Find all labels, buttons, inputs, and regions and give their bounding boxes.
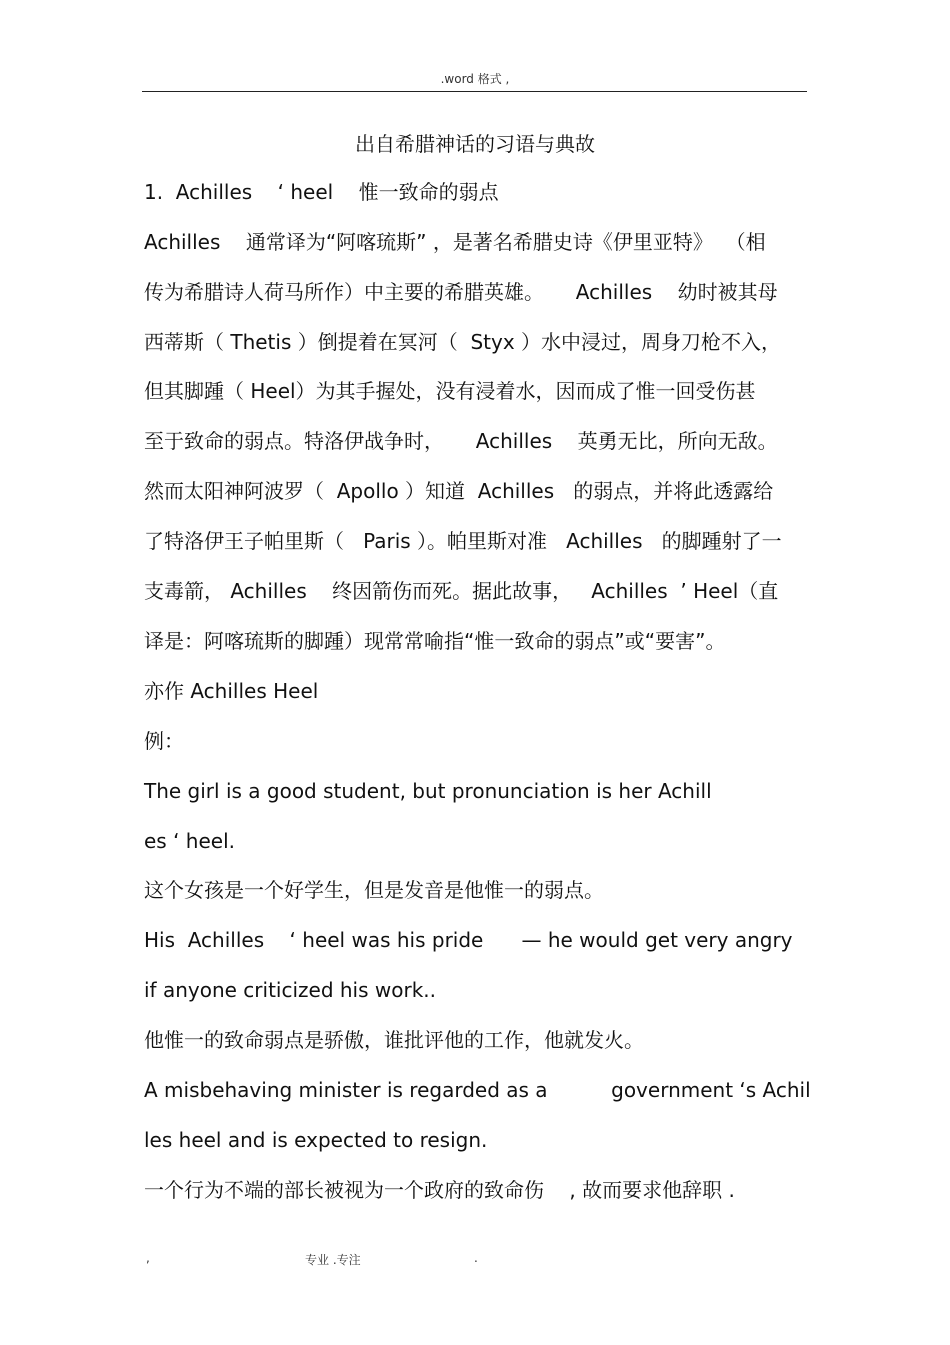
- page-header: .word 格式 ,: [440, 72, 510, 86]
- text-line: The girl is a good student, but pronunciation is her Achill: [144, 779, 712, 803]
- text-line: 支毒箭， Achilles 终因箭伤而死。据此故事， Achilles ’ Heel（直: [144, 579, 779, 603]
- text-line: 这个女孩是一个好学生，但是发音是他惟一的弱点。: [144, 878, 604, 902]
- header-divider: [142, 91, 807, 92]
- text-line: 他惟一的致命弱点是骄傲，谁批评他的工作，他就发火。: [144, 1028, 644, 1052]
- footer-center-text: 专业 .专注: [305, 1253, 361, 1267]
- text-line: es ‘ heel.: [144, 829, 235, 853]
- text-line: les heel and is expected to resign.: [144, 1128, 488, 1152]
- text-line: 但其脚踵（ Heel）为其手握处，没有浸着水，因而成了惟一回受伤甚: [144, 379, 756, 403]
- text-line: 译是：阿喀琉斯的脚踵）现常常喻指“惟一致命的弱点”或“要害”。: [144, 629, 726, 653]
- text-line: 西蒂斯（ Thetis ）倒提着在冥河（ Styx ）水中浸过，周身刀枪不入，: [144, 330, 782, 354]
- text-line: 了特洛伊王子帕里斯（ Paris ）。帕里斯对准 Achilles 的脚踵射了一: [144, 529, 782, 553]
- text-line: A misbehaving minister is regarded as a government ‘s Achil: [144, 1078, 811, 1102]
- text-line: Achilles 通常译为“阿喀琉斯” ，是著名希腊史诗《伊里亚特》 （相: [144, 230, 766, 254]
- text-line: 一个行为不端的部长被视为一个政府的致命伤 , 故而要求他辞职 .: [144, 1178, 735, 1202]
- text-line: 传为希腊诗人荷马所作）中主要的希腊英雄。 Achilles 幼时被其母: [144, 280, 778, 304]
- text-line: 1. Achilles ‘ heel 惟一致命的弱点: [144, 180, 499, 204]
- text-line: His Achilles ‘ heel was his pride — he would get very angry: [144, 928, 793, 952]
- footer-left-mark: ,: [146, 1251, 150, 1265]
- text-line: if anyone criticized his work..: [144, 978, 437, 1002]
- document-title: 出自希腊神话的习语与典故: [355, 132, 595, 156]
- text-line: 然而太阳神阿波罗（ Apollo ）知道 Achilles 的弱点，并将此透露给: [144, 479, 774, 503]
- text-line: 至于致命的弱点。特洛伊战争时， Achilles 英勇无比，所向无敌。: [144, 429, 778, 453]
- text-line: 例：: [144, 729, 184, 753]
- footer-right-mark: .: [474, 1251, 478, 1265]
- text-line: 亦作 Achilles Heel: [144, 679, 319, 703]
